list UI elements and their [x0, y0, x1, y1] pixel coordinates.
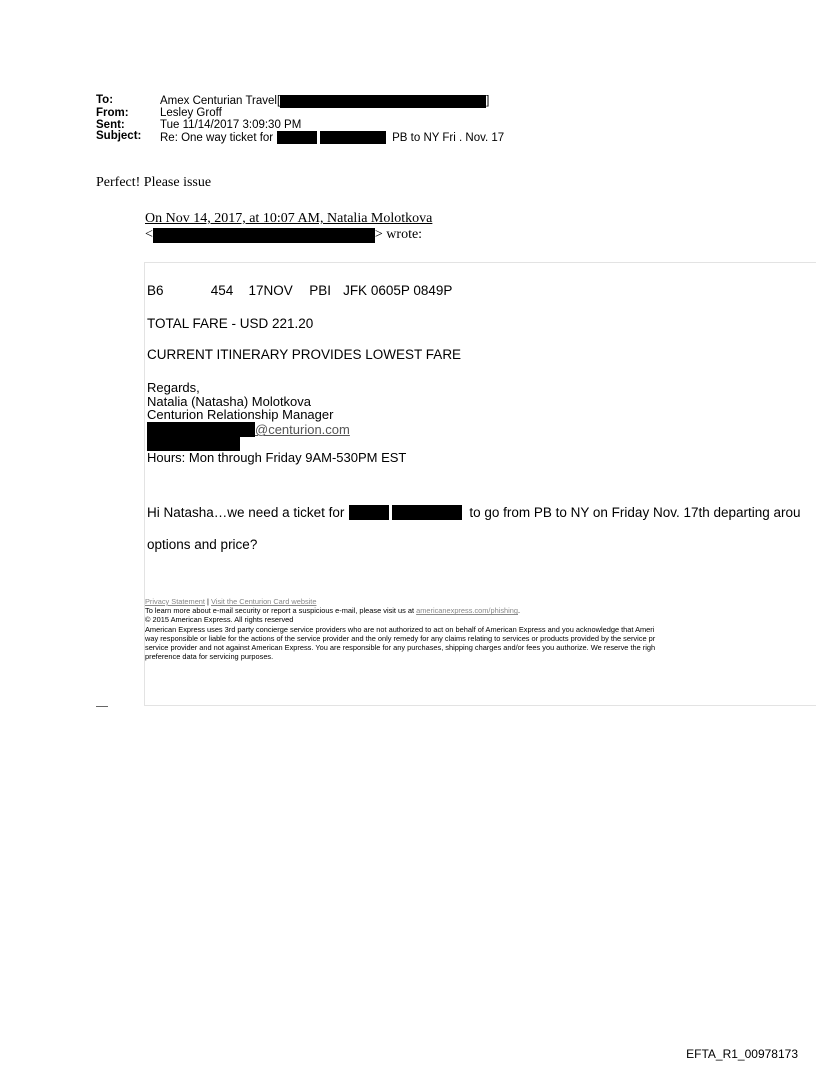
privacy-link[interactable]: Privacy Statement	[145, 597, 205, 606]
redaction-box	[277, 131, 317, 144]
footer-links	[145, 597, 655, 606]
redaction-box	[392, 505, 462, 520]
redaction-box	[280, 95, 486, 108]
flight-number: 454	[210, 283, 234, 298]
redaction-box	[147, 437, 240, 451]
reply-text: Perfect! Please issue	[96, 175, 212, 190]
request-start: Hi Natasha…we need a ticket for	[147, 505, 345, 520]
legal-footer	[145, 597, 655, 661]
office-hours: Hours: Mon through Friday 9AM-530PM EST	[147, 449, 407, 465]
request-line	[147, 505, 801, 520]
sent-row	[96, 120, 504, 132]
centurion-card-link[interactable]: Visit the Centurion Card website	[211, 597, 317, 606]
total-fare: TOTAL FARE - USD 221.20	[147, 316, 314, 331]
flight-line	[147, 283, 452, 298]
sender-name: Natalia (Natasha) Molotkova	[147, 393, 312, 409]
to-label: To:	[96, 94, 114, 106]
to-value: Amex Centurian Travel[	[160, 95, 281, 108]
disclaimer-line: service provider and not against American Express. You are responsible for any purchases, shipping charges and/or fees you authorize. We reserve the righ	[145, 643, 656, 653]
redaction-box	[153, 228, 375, 243]
airline-code: B6	[147, 283, 164, 298]
sent-label: Sent:	[96, 118, 125, 131]
email-header	[96, 95, 504, 144]
from-row	[96, 108, 504, 120]
flight-date: 17NOV	[248, 283, 293, 298]
link-separator: |	[207, 597, 209, 606]
quote-intro-sender	[145, 227, 432, 243]
regards: Regards,	[147, 380, 200, 395]
from-label: From:	[96, 107, 129, 119]
subject-row	[96, 131, 504, 144]
phishing-link[interactable]: americanexpress.com/phishing	[416, 606, 518, 616]
lt-sign: <	[145, 227, 153, 242]
quote-intro-line: On Nov 14, 2017, at 10:07 AM, Natalia Molotkova	[145, 211, 433, 226]
redaction-box	[349, 505, 389, 520]
sender-title: Centurion Relationship Manager	[147, 407, 334, 423]
bates-number: EFTA_R1_00978173	[686, 1047, 798, 1061]
email-link[interactable]: @centurion.com	[255, 422, 350, 438]
signature	[147, 381, 406, 464]
redaction-box	[147, 422, 255, 437]
request-line-2: options and price?	[147, 537, 258, 552]
destination-times: JFK 0605P 0849P	[343, 283, 453, 298]
disclaimer-line: preference data for servicing purposes.	[145, 652, 274, 662]
subject-suffix: PB to NY Fri . Nov. 17	[392, 131, 505, 144]
to-tail: ]	[486, 95, 490, 108]
security-line: To learn more about e-mail security or report a suspicious e-mail, please visit us at americanexpress.com/phishing.	[145, 606, 521, 616]
subject-label: Subject:	[96, 130, 142, 143]
wrote-text: > wrote:	[374, 227, 423, 242]
origin-airport: PBI	[309, 283, 332, 298]
from-value: Lesley Groff	[160, 107, 222, 119]
security-text: To learn more about e-mail security or report a suspicious e-mail, please visit us at	[145, 606, 415, 616]
itinerary-note: CURRENT ITINERARY PROVIDES LOWEST FARE	[147, 347, 462, 362]
copyright: © 2015 American Express. All rights reserved	[145, 615, 294, 625]
quote-intro	[145, 211, 432, 243]
email-line	[147, 422, 406, 437]
disclaimer-line: American Express uses 3rd party concierge service providers who are not authorized to act on behalf of American Express and you acknowledge that Ameri	[145, 624, 655, 634]
to-row	[96, 95, 504, 108]
redaction-box	[320, 131, 386, 144]
sent-value: Tue 11/14/2017 3:09:30 PM	[160, 118, 302, 131]
request-end: to go from PB to NY on Friday Nov. 17th departing arou	[469, 505, 801, 520]
subject-prefix: Re: One way ticket for	[160, 131, 274, 144]
disclaimer-line: way responsible or liable for the actions of the service provider and the only remedy for any claims relating to services or products provided by the service pr	[145, 633, 656, 643]
stray-mark	[96, 706, 108, 707]
